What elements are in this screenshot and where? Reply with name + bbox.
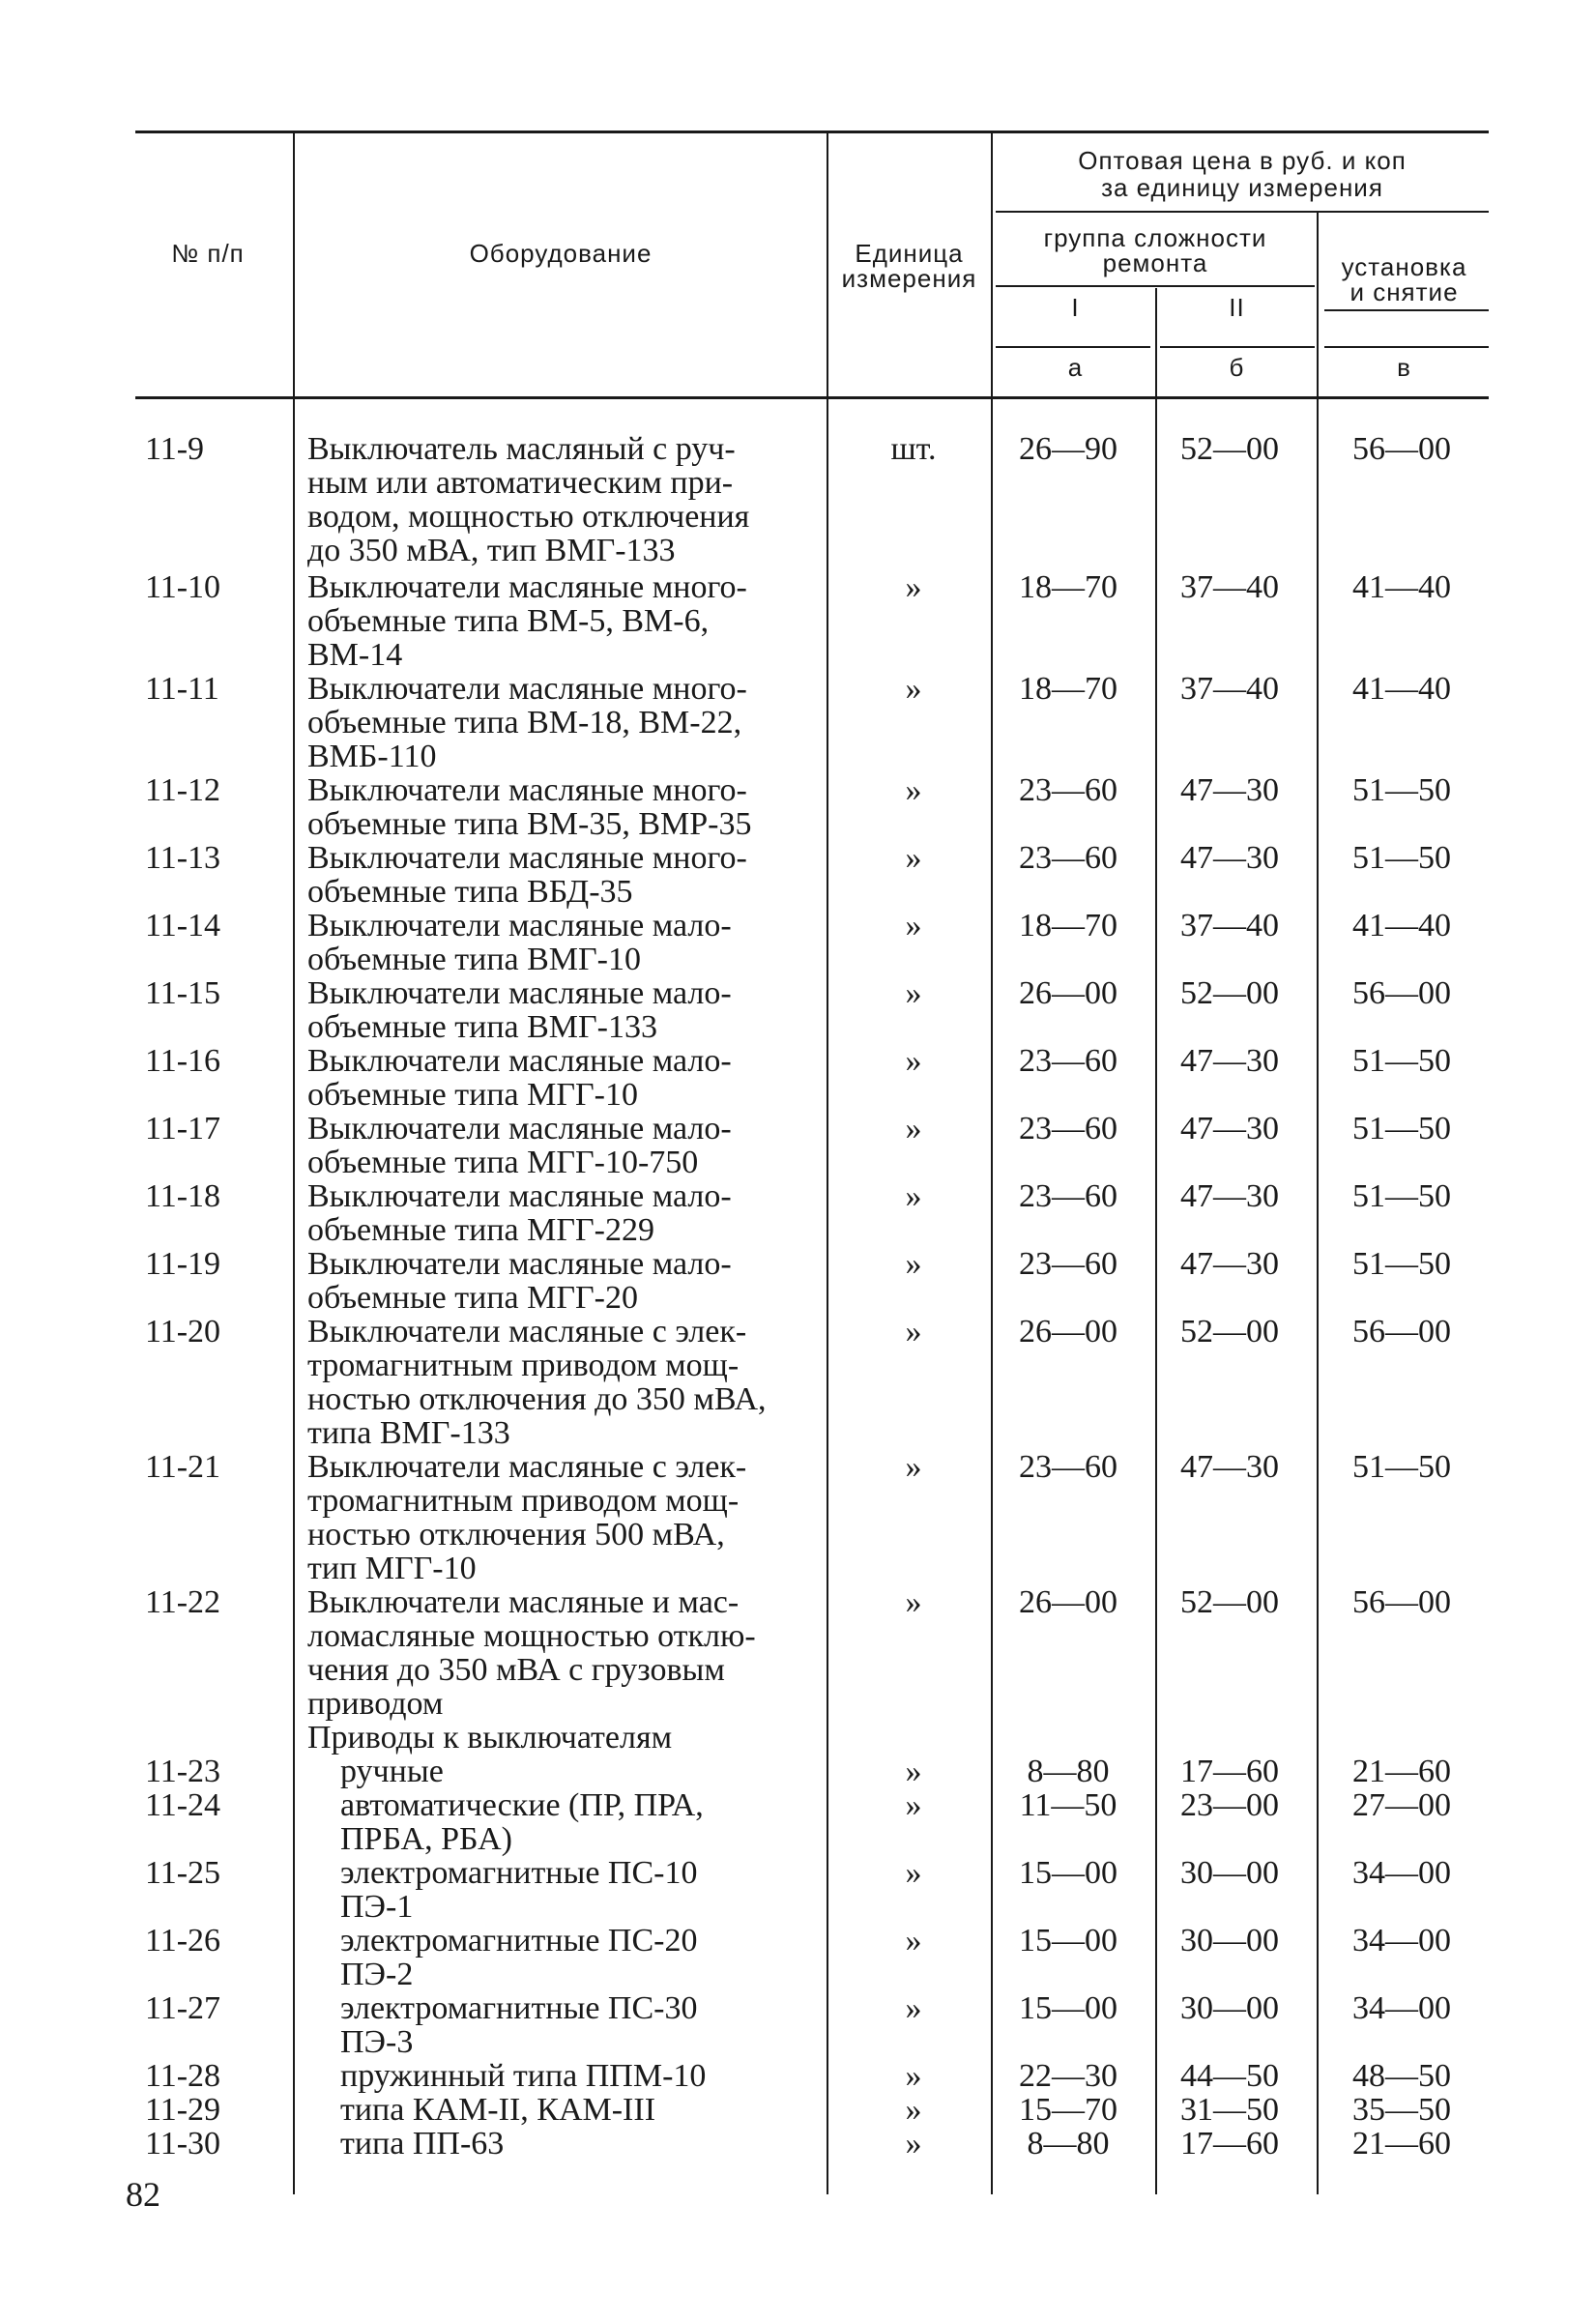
description-line: электромагнитные ПС-10 [340, 1855, 698, 1891]
row-description [307, 1315, 820, 1450]
description-line: объемные типа ВМ-18, ВМ-22, [307, 705, 742, 740]
price-a: 23—60 [1019, 1178, 1117, 1214]
price-a: 8—80 [1027, 2126, 1110, 2161]
price-a: 18—70 [1019, 908, 1117, 943]
row-description [307, 841, 820, 909]
price-b: 44—50 [1180, 2058, 1279, 2094]
price-a: 15—00 [1019, 1923, 1117, 1958]
price-v: 51—50 [1352, 1178, 1451, 1214]
price-v: 27—00 [1352, 1787, 1451, 1823]
row-number: 11-12 [145, 772, 221, 808]
description-line: объемные типа ВМГ-10 [307, 942, 641, 977]
row-number: 11-26 [145, 1923, 221, 1958]
row-description [340, 1856, 820, 1924]
description-line: до 350 мВА, тип ВМГ-133 [307, 533, 676, 568]
row-description [307, 1112, 820, 1179]
price-b: 30—00 [1180, 1923, 1279, 1958]
description-line: Выключатели масляные много- [307, 840, 747, 876]
price-a: 26—00 [1019, 975, 1117, 1011]
row-unit: » [905, 1449, 922, 1485]
col-divider-5 [1317, 213, 1319, 2194]
description-line: тип МГГ-10 [307, 1551, 477, 1586]
price-a: 15—00 [1019, 1855, 1117, 1891]
price-v: 34—00 [1352, 1990, 1451, 2026]
price-a: 23—60 [1019, 840, 1117, 876]
price-v: 51—50 [1352, 1246, 1451, 1282]
price-b: 52—00 [1180, 1314, 1279, 1349]
description-line: тромагнитным приводом мощ- [307, 1348, 740, 1383]
row-unit: » [905, 1923, 922, 1958]
price-a: 23—60 [1019, 772, 1117, 808]
row-description [340, 2127, 820, 2161]
description-line: типа ВМГ-133 [307, 1415, 510, 1451]
price-b: 47—30 [1180, 1246, 1279, 1282]
description-line: Выключатели масляные мало- [307, 1043, 732, 1079]
description-line: ПЭ-2 [340, 1957, 414, 1992]
row-description [307, 773, 820, 841]
price-b: 47—30 [1180, 840, 1279, 876]
price-b: 30—00 [1180, 1990, 1279, 2026]
price-v: 51—50 [1352, 1111, 1451, 1146]
description-line: Выключатели масляные с элек- [307, 1449, 747, 1485]
price-b: 47—30 [1180, 1043, 1279, 1079]
price-a: 11—50 [1019, 1787, 1117, 1823]
row-number: 11-11 [145, 671, 219, 707]
row-description [307, 1247, 820, 1315]
row-number: 11-14 [145, 908, 221, 943]
description-line: Выключатели масляные с элек- [307, 1314, 747, 1349]
price-b: 17—60 [1180, 2126, 1279, 2161]
price-b: 17—60 [1180, 1754, 1279, 1789]
row-unit: » [905, 569, 922, 605]
row-number: 11-29 [145, 2092, 221, 2128]
row-unit: » [905, 1314, 922, 1349]
col-divider-1 [293, 133, 295, 2194]
price-a: 23—60 [1019, 1043, 1117, 1079]
row-number: 11-20 [145, 1314, 221, 1349]
price-a: 18—70 [1019, 569, 1117, 605]
description-line: объемные типа ВБД-35 [307, 874, 633, 910]
row-description [307, 909, 820, 976]
price-v: 56—00 [1352, 431, 1451, 467]
price-a: 8—80 [1027, 1754, 1110, 1789]
price-a: 23—60 [1019, 1449, 1117, 1485]
description-line: водом, мощностью отключения [307, 499, 750, 535]
row-number: 11-18 [145, 1178, 221, 1214]
row-number: 11-17 [145, 1111, 221, 1146]
header-letter-a: а [1067, 353, 1084, 382]
header-repair-line1: группа сложности [1043, 223, 1267, 252]
price-b: 52—00 [1180, 975, 1279, 1011]
price-v: 56—00 [1352, 1584, 1451, 1620]
header-sub-i: I [1071, 293, 1080, 322]
description-line: Выключатели масляные мало- [307, 908, 732, 943]
price-a: 22—30 [1019, 2058, 1117, 2094]
row-unit: » [905, 1178, 922, 1214]
row-description [307, 1044, 820, 1112]
header-unit-line2: измерения [841, 264, 977, 293]
price-b: 52—00 [1180, 431, 1279, 467]
price-a: 23—60 [1019, 1246, 1117, 1282]
row-description [307, 1450, 820, 1585]
description-line: ручные [340, 1754, 444, 1789]
row-number: 11-22 [145, 1584, 221, 1620]
price-v: 51—50 [1352, 1449, 1451, 1485]
row-description [307, 432, 820, 567]
page-number: 82 [126, 2175, 160, 2214]
description-line: Выключатели масляные мало- [307, 1111, 732, 1146]
price-a: 26—90 [1019, 431, 1117, 467]
description-line: Выключатели масляные много- [307, 671, 747, 707]
description-line: ПРБА, РБА) [340, 1821, 512, 1857]
table-top-rule [135, 131, 1489, 133]
description-line: ным или автоматическим при- [307, 465, 734, 501]
header-repair-line2: ремонта [1102, 248, 1208, 277]
description-line: ПЭ-3 [340, 2024, 414, 2060]
description-line: пружинный типа ППМ-10 [340, 2058, 707, 2094]
header-sub-ii: II [1229, 293, 1245, 322]
price-header-rule [996, 211, 1489, 213]
description-line: Приводы к выключателям [307, 1720, 673, 1755]
row-unit: » [905, 1111, 922, 1146]
header-unit-line1: Единица [855, 239, 964, 268]
price-v: 35—50 [1352, 2092, 1451, 2128]
description-line: Выключатели масляные мало- [307, 1246, 732, 1282]
row-number: 11-9 [145, 431, 205, 467]
price-v: 41—40 [1352, 569, 1451, 605]
row-number: 11-28 [145, 2058, 221, 2094]
description-line: автоматические (ПР, ПРА, [340, 1787, 704, 1823]
row-number: 11-15 [145, 975, 221, 1011]
price-v: 21—60 [1352, 1754, 1451, 1789]
header-letter-v: в [1397, 353, 1411, 382]
description-line: объемные типа МГГ-20 [307, 1280, 638, 1316]
description-line: объемные типа ВМ-5, ВМ-6, [307, 603, 710, 639]
row-unit: » [905, 1787, 922, 1823]
price-b: 23—00 [1180, 1787, 1279, 1823]
row-description [307, 1179, 820, 1247]
header-letter-b: б [1229, 353, 1245, 382]
price-a: 26—00 [1019, 1314, 1117, 1349]
price-b: 31—50 [1180, 2092, 1279, 2128]
price-a: 15—00 [1019, 1990, 1117, 2026]
description-line: объемные типа ВМГ-133 [307, 1009, 657, 1045]
price-b: 47—30 [1180, 772, 1279, 808]
price-v: 34—00 [1352, 1855, 1451, 1891]
price-v: 51—50 [1352, 772, 1451, 808]
row-unit: » [905, 908, 922, 943]
description-line: приводом [307, 1686, 444, 1722]
header-num: № п/п [171, 239, 245, 268]
row-number: 11-24 [145, 1787, 221, 1823]
price-b: 47—30 [1180, 1178, 1279, 1214]
description-line: Выключатели масляные мало- [307, 975, 732, 1011]
row-number: 11-21 [145, 1449, 221, 1485]
row-description [340, 1755, 820, 1788]
description-line: объемные типа МГГ-10 [307, 1077, 638, 1113]
row-unit: » [905, 2126, 922, 2161]
description-line: типа ПП-63 [340, 2126, 505, 2161]
price-v: 51—50 [1352, 1043, 1451, 1079]
row-description [340, 2059, 820, 2093]
description-line: объемные типа МГГ-229 [307, 1212, 654, 1248]
letter-rule-b [1160, 346, 1315, 348]
description-line: объемные типа ВМ-35, ВМР-35 [307, 806, 752, 842]
description-line: Выключатели масляные мало- [307, 1178, 732, 1214]
row-unit: шт. [890, 431, 937, 467]
row-unit: » [905, 2058, 922, 2094]
row-number: 11-16 [145, 1043, 221, 1079]
header-install-line2: и снятие [1349, 277, 1459, 306]
row-description [340, 1924, 820, 1991]
row-unit: » [905, 1584, 922, 1620]
description-line: тромагнитным приводом мощ- [307, 1483, 740, 1519]
price-b: 30—00 [1180, 1855, 1279, 1891]
description-line: ностью отключения до 350 мВА, [307, 1381, 767, 1417]
price-b: 37—40 [1180, 671, 1279, 707]
price-a: 15—70 [1019, 2092, 1117, 2128]
row-number: 11-23 [145, 1754, 221, 1789]
price-v: 56—00 [1352, 975, 1451, 1011]
price-v: 51—50 [1352, 840, 1451, 876]
price-a: 18—70 [1019, 671, 1117, 707]
header-equipment: Оборудование [469, 239, 653, 268]
row-description [340, 1991, 820, 2059]
price-v: 41—40 [1352, 671, 1451, 707]
description-line: ностью отключения 500 мВА, [307, 1517, 725, 1552]
header-price-line1: Оптовая цена в руб. и коп [1078, 146, 1407, 175]
row-unit: » [905, 2092, 922, 2128]
row-number: 11-19 [145, 1246, 221, 1282]
letter-rule-a [996, 346, 1150, 348]
row-unit: » [905, 1043, 922, 1079]
description-line: Выключатели масляные много- [307, 569, 747, 605]
row-unit: » [905, 1754, 922, 1789]
row-unit: » [905, 840, 922, 876]
price-b: 47—30 [1180, 1111, 1279, 1146]
description-line: ПЭ-1 [340, 1889, 414, 1925]
row-unit: » [905, 1246, 922, 1282]
price-v: 56—00 [1352, 1314, 1451, 1349]
row-description [307, 1721, 820, 1755]
price-b: 47—30 [1180, 1449, 1279, 1485]
row-unit: » [905, 975, 922, 1011]
price-v: 48—50 [1352, 2058, 1451, 2094]
description-line: объемные типа МГГ-10-750 [307, 1145, 699, 1180]
price-b: 37—40 [1180, 908, 1279, 943]
description-line: чения до 350 мВА с грузовым [307, 1652, 725, 1688]
description-line: ломасляные мощностью отклю- [307, 1618, 756, 1654]
row-number: 11-27 [145, 1990, 221, 2026]
header-install-line1: установка [1341, 252, 1467, 281]
install-header-rule [1324, 309, 1489, 311]
row-number: 11-10 [145, 569, 221, 605]
price-v: 34—00 [1352, 1923, 1451, 1958]
row-unit: » [905, 772, 922, 808]
description-line: Выключатели масляные и мас- [307, 1584, 740, 1620]
row-description [307, 1585, 820, 1721]
row-description [307, 570, 820, 672]
row-number: 11-13 [145, 840, 221, 876]
description-line: электромагнитные ПС-30 [340, 1990, 698, 2026]
header-price-line2: за единицу измерения [1101, 173, 1383, 202]
description-line: Выключатели масляные много- [307, 772, 747, 808]
repair-header-rule [996, 285, 1315, 287]
price-v: 41—40 [1352, 908, 1451, 943]
row-number: 11-30 [145, 2126, 221, 2161]
price-b: 37—40 [1180, 569, 1279, 605]
header-bottom-rule [135, 396, 1489, 399]
row-unit: » [905, 671, 922, 707]
price-v: 21—60 [1352, 2126, 1451, 2161]
description-line: ВМ-14 [307, 637, 403, 673]
row-description [307, 672, 820, 773]
price-a: 26—00 [1019, 1584, 1117, 1620]
description-line: Выключатель масляный с руч- [307, 431, 736, 467]
price-a: 23—60 [1019, 1111, 1117, 1146]
price-b: 52—00 [1180, 1584, 1279, 1620]
row-unit: » [905, 1990, 922, 2026]
row-description [340, 1788, 820, 1856]
row-number: 11-25 [145, 1855, 221, 1891]
row-unit: » [905, 1855, 922, 1891]
description-line: типа КАМ-II, КАМ-III [340, 2092, 656, 2128]
description-line: электромагнитные ПС-20 [340, 1923, 698, 1958]
letter-rule-v [1324, 346, 1489, 348]
description-line: ВМБ-110 [307, 739, 437, 774]
row-description [340, 2093, 820, 2127]
row-description [307, 976, 820, 1044]
